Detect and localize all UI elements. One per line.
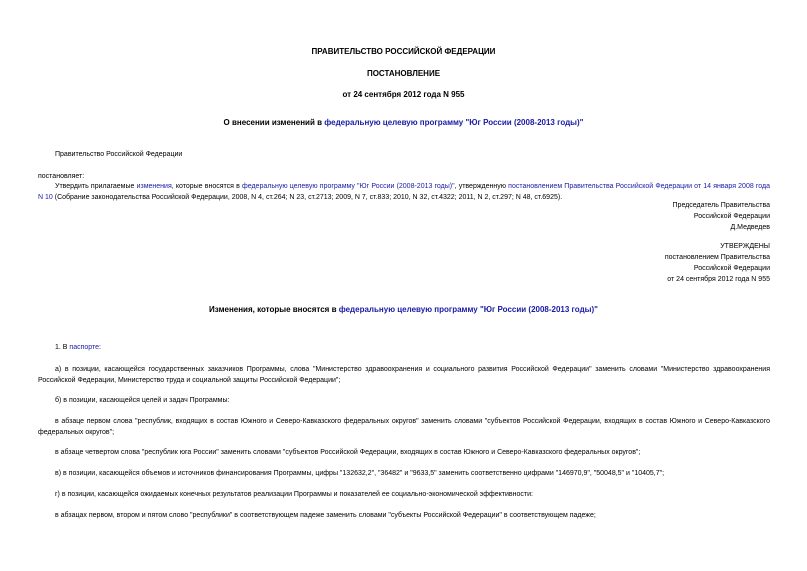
header-doc-type: ПОСТАНОВЛЕНИЕ <box>366 69 441 78</box>
changes-link[interactable]: изменения <box>136 183 172 190</box>
p1-text-c: , утвержденную <box>454 183 509 190</box>
title-program-link[interactable]: федеральную целевую программу "Юг России (2008-2013 годы)" <box>324 118 584 127</box>
resolution-link[interactable]: постановлением Правительства Российской Федерации от 14 января 2008 года N 10 <box>38 183 771 201</box>
header-date-number: от 24 сентября 2012 года N 955 <box>342 90 465 99</box>
changes-title <box>0 304 807 315</box>
item-1 <box>55 342 101 353</box>
document-title <box>0 117 807 128</box>
item-g: г) в позиции, касающейся ожидаемых конечных результатов реализации Программы и показателей ее социально-экономической эффективности: <box>55 491 533 498</box>
signature-line3: Д.Медведев <box>730 224 770 231</box>
item-b: б) в позиции, касающейся целей и задач Программы: <box>55 397 230 404</box>
item-g1: в абзацах первом, втором и пятом слово "республики" в соответствующем падеже заменить словами "субъекты Российской Федерации" в соответствующем падеже; <box>55 512 596 519</box>
p1-text-b: , которые вносятся в <box>171 183 242 190</box>
p1-text-d: (Собрание законодательства Российской Федерации, 2008, N 4, ст.264; N 23, ст.2713; 2009, N 7, ст.833; 2010, N 32, ст.4322; 2011, N 2, ст.297; N 48, ст.6925). <box>52 194 563 201</box>
changes-title-link[interactable]: федеральную целевую программу "Юг России (2008-2013 годы)" <box>338 305 598 314</box>
approved-line4: от 24 сентября 2012 года N 955 <box>667 276 770 283</box>
signature-line2: Российской Федерации <box>693 213 770 220</box>
item-a: а) в позиции, касающейся государственных заказчиков Программы, слова "Министерство здравоохранения и социального развития Российской Федерации" заменить словами "Министерство здравоохранения Российской Федерации, Министерство труда и социальной защиты Российской Федерации"; <box>38 366 770 384</box>
title-prefix: О внесении изменений в <box>223 118 325 127</box>
approved-block <box>500 241 770 285</box>
item-b2: в абзаце четвертом слова "республик юга России" заменить словами "субъектов Российской Федерации, входящих в состав Южного и Северо-Кавказского федеральных округов"; <box>55 449 641 456</box>
item-b1: в абзаце первом слова "республик, входящих в состав Южного и Северо-Кавказского федеральных округов" заменить словами "субъектов Российской Федерации, входящих в состав Южного и Северо-Кавказского федеральных округов"; <box>38 418 770 436</box>
approved-line1: УТВЕРЖДЕНЫ <box>720 243 770 250</box>
intro-government: Правительство Российской Федерации <box>55 151 183 158</box>
program-link[interactable]: федеральную целевую программу "Юг России (2008-2013 годы)" <box>241 183 455 190</box>
header-government: ПРАВИТЕЛЬСТВО РОССИЙСКОЙ ФЕДЕРАЦИИ <box>311 47 496 56</box>
p1-text-a: Утвердить прилагаемые <box>55 183 137 190</box>
item-v: в) в позиции, касающейся объемов и источников финансирования Программы, цифры "132632,2", "36482" и "9633,5" заменить соответственно цифрами "146970,9", "50048,5" и "10405,7"; <box>55 470 665 477</box>
changes-title-prefix: Изменения, которые вносятся в <box>209 305 339 314</box>
passport-link[interactable]: паспорте <box>69 344 100 351</box>
signature-line1: Председатель Правительства <box>672 202 770 209</box>
approved-line2: постановлением Правительства <box>664 254 770 261</box>
approved-line3: Российской Федерации <box>693 265 770 272</box>
item-1-prefix: 1. В <box>55 344 70 351</box>
signature-block <box>500 200 770 233</box>
item-1-suffix: : <box>99 344 101 351</box>
intro-resolves: постановляет: <box>38 173 85 180</box>
